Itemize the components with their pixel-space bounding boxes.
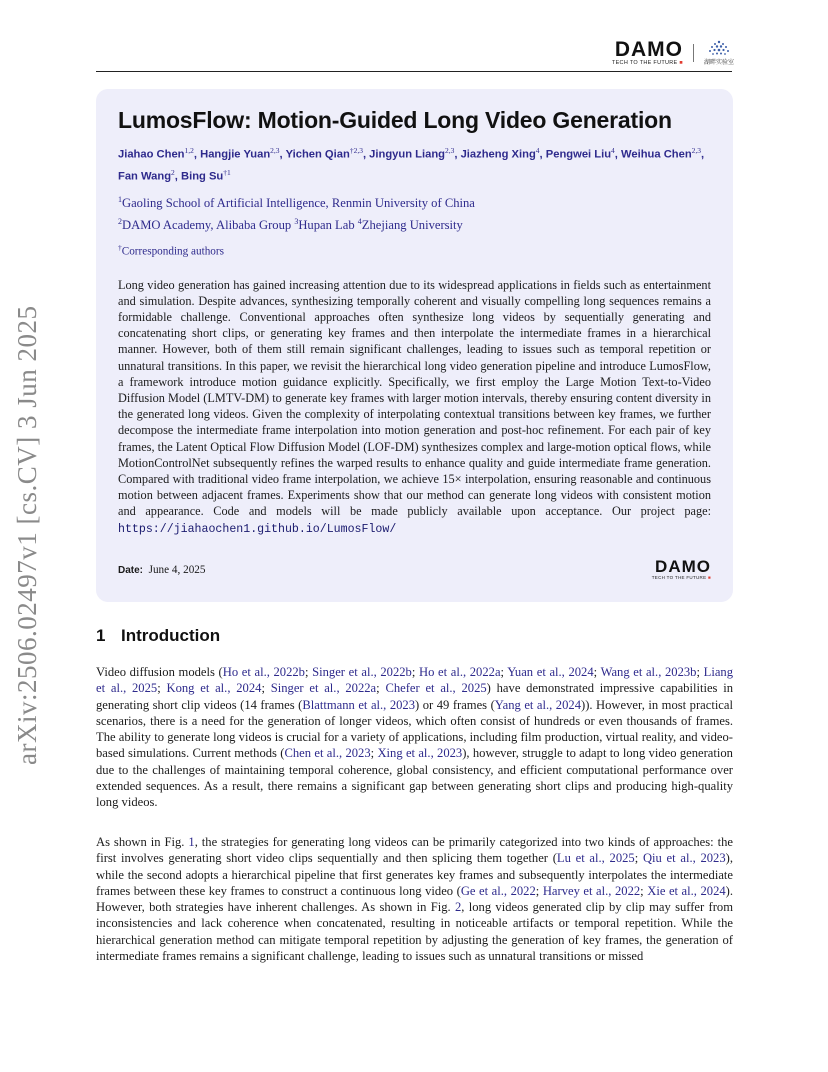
paragraph-text: ). However, both strategies have inherent challenges. As shown in Fig. [96, 883, 734, 915]
citation-link[interactable]: Qiu et al., 2023 [642, 851, 726, 866]
author-affiliation-marker: 4 [535, 146, 540, 155]
paragraph-text: ; [261, 681, 271, 696]
damo-tagline: TECH TO THE FUTURE ■ [611, 60, 683, 66]
corresponding-note: †Corresponding authors [118, 242, 224, 258]
author-affiliation-marker: 2,3 [691, 146, 702, 155]
arxiv-identifier: arXiv:2506.02497v1 [cs.CV] 3 Jun 2025 [12, 305, 42, 765]
paragraph-text: As shown in Fig. [96, 835, 189, 849]
citation-link[interactable]: Kong et al., 2024 [166, 681, 262, 696]
citation-link[interactable]: Harvey et al., 2022 [542, 883, 641, 898]
affiliation-line-1: $^1$Gaoling School of Artificial Intelligence, Renmin University of China [118, 195, 475, 211]
author-name: Jiahao Chen [118, 148, 185, 161]
author-name: Weihua Chen [621, 148, 692, 161]
citation-link[interactable]: Liang et al., 2025 [96, 665, 734, 696]
lab-dots-icon [706, 40, 732, 56]
header-logos [612, 40, 734, 66]
paragraph-text: ; [535, 883, 543, 898]
citation-link[interactable]: Ho et al., 2022b [222, 665, 305, 679]
paragraph-text: ; [500, 665, 508, 679]
paragraph-text: ; [157, 681, 167, 696]
citation-link[interactable]: Xing et al., 2023 [377, 746, 463, 761]
author-name: Bing Su [181, 170, 224, 183]
citation-link[interactable]: Lu et al., 2025 [556, 851, 635, 866]
author-affiliation-marker: 1,2 [184, 146, 194, 155]
paragraph-text: ; [370, 746, 378, 761]
author-name: Yichen Qian [285, 148, 350, 161]
author-affiliation-marker: †2,3 [349, 146, 363, 155]
citation-link[interactable]: Yang et al., 2024 [494, 697, 581, 712]
author-name: Hangjie Yuan [200, 148, 271, 161]
paragraph-text: ; [411, 665, 419, 679]
damo-logo-small: DAMO TECH TO THE FUTURE ■ [651, 557, 711, 580]
citation-link[interactable]: 1 [188, 835, 195, 849]
abstract [118, 277, 711, 538]
paragraph-text: ; [640, 883, 648, 898]
citation-link[interactable]: Singer et al., 2022a [270, 681, 377, 696]
affiliation-line-2: $^2$DAMO Academy, Alibaba Group $^3$Hupan Lab $^4$Zhejiang University [118, 216, 463, 232]
date-row [118, 559, 711, 580]
citation-link[interactable]: Chen et al., 2023 [284, 746, 371, 761]
citation-link[interactable]: Yuan et al., 2024 [507, 665, 594, 679]
citation-link[interactable]: Ho et al., 2022a [419, 665, 501, 679]
damo-wordmark: DAMO [614, 38, 683, 61]
author-name: Fan Wang [118, 170, 172, 183]
damo-logo [612, 40, 683, 66]
logo-divider [693, 44, 694, 62]
author-name: Jingyun Liang [369, 148, 445, 161]
citation-link[interactable]: Xie et al., 2024 [647, 883, 726, 898]
project-page-link[interactable]: https://jiahaochen1.github.io/LumosFlow/ [118, 522, 397, 536]
paragraph-text: ) or 49 frames ( [415, 697, 495, 712]
paragraph-text: ; [304, 665, 313, 679]
paper-date: Date: June 4, 2025 [118, 563, 206, 576]
citation-link[interactable]: Blattmann et al., 2023 [302, 697, 416, 712]
title-abstract-box [96, 89, 733, 602]
paragraph-text: ), however, struggle to adapt to long video generation due to the challenges of maintaining temporal coherence, global consistency, and efficient computational performance over extended sequences. As a result, there remains a significant gap between generating short clips and producing high-quality long videos. [96, 746, 733, 810]
paragraph-text: )). However, in most practical scenarios, there is a need for the generation of longer videos, which often consist of hundreds or even thousands of frames. The ability to generate long videos is crucial for a variety of applications, including film production, virtual reality, and video-based simulations. Current methods ( [96, 697, 733, 761]
author-name: Jiazheng Xing [460, 148, 536, 161]
intro-paragraph-1 [96, 664, 733, 811]
paragraph-text: Video diffusion models ( [96, 665, 223, 679]
intro-paragraph-2 [96, 834, 733, 964]
paragraph-text: , the strategies for generating long videos can be primarily categorized into two kinds of approaches: the first involves generating short video clips sequentially and then splicing them together ( [96, 835, 733, 866]
citation-link[interactable]: Singer et al., 2022b [312, 665, 412, 679]
paragraph-text: ; [593, 665, 601, 679]
paragraph-text: ; [696, 665, 704, 679]
paragraph-text: ), while the second adopts a hierarchical pipeline that first generates key frames and subsequently interpolates the intermediate frames between these key frames to construct a continuous long video ( [96, 851, 733, 898]
author-affiliation-marker: 2,3 [444, 146, 455, 155]
author-affiliation-marker: 2,3 [270, 146, 280, 155]
author-list: Jiahao Chen$^{1,2}$, Hangjie Yuan$^{2,3}$, Yichen Qian$^{\dagger 2,3}$, Jingyun Liang$^{2,3}$, Jiazheng Xing$^4$, Pengwei Liu$^4$, Weihua Chen$^{2,3}$, Fan Wang$^2$, Bing Su$^{\dagger 1}$ [118, 146, 705, 183]
author-affiliation-marker: 2 [171, 167, 175, 177]
citation-link[interactable]: Wang et al., 2023b [600, 665, 697, 679]
hupan-lab-logo [704, 40, 734, 66]
paper-title: LumosFlow: Motion-Guided Long Video Generation [118, 107, 672, 133]
header-rule [96, 71, 732, 72]
lab-name: 湖畔实验室 [703, 59, 734, 66]
abstract-body: Long video generation has gained increasing attention due to its widespread applications in fields such as entertainment and simulation. Despite advances, synthesizing temporally coherent and visually compelling long sequences remains a formidable challenge. Conventional approaches often synthesize long videos by sequentially generating and concatenating short clips, or generating key frames and then interpolate the intermediate frames in a hierarchical manner. However, both of them still remain significant challenges, leading to issues such as temporal repetition or unnatural transitions. In this paper, we revisit the hierarchical long video generation pipeline and introduce LumosFlow, a framework introduce motion guidance explicitly. Specifically, we first employ the Large Motion Text-to-Video Diffusion Model (LMTV-DM) to generate key frames with larger motion intervals, thereby ensuring content diversity in the generated long videos. Given the complexity of interpolating contextual transitions between key frames, we further decompose the intermediate frame interpolation into motion generation and post-hoc refinement. For each pair of key frames, the Latent Optical Flow Diffusion Model (LOF-DM) synthesizes complex and large-motion optical flows, while MotionControlNet subsequently refines the warped results to enhance quality and guide intermediate frame generation. Compared with traditional video frame interpolation, we achieve 15× interpolation, ensuring reasonable and continuous motion between adjacent frames. Experiments show that our method can generate long videos with consistent motion and appearance. Code and models will be made publicly available upon acceptance. Our project page: [118, 277, 711, 519]
paragraph-text: ; [376, 681, 386, 696]
paragraph-text: , long videos generated clip by clip may suffer from inconsistencies and lack coherence when concatenated, resulting in noticeable artifacts or temporal repetition. While the hierarchical generation method can mitigate temporal repetition by adjusting the generation of key frames, the generation of intermediate frames remains a significant challenge, leading to issues such as unnatural transitions or missed [96, 900, 733, 964]
affiliations [118, 191, 711, 233]
citation-link[interactable]: Chefer et al., 2025 [385, 681, 487, 696]
section-heading-introduction: 1 Introduction [96, 626, 221, 645]
citation-link[interactable]: Ge et al., 2022 [460, 883, 536, 898]
author-affiliation-marker: †1 [223, 167, 231, 177]
paragraph-text: ) have demonstrated impressive capabilities in generating short clip videos (14 frames ( [96, 681, 734, 712]
author-name: Pengwei Liu [545, 148, 612, 161]
citation-link[interactable]: 2 [454, 900, 462, 915]
author-affiliation-marker: 4 [611, 146, 615, 155]
paragraph-text: ; [634, 851, 643, 866]
